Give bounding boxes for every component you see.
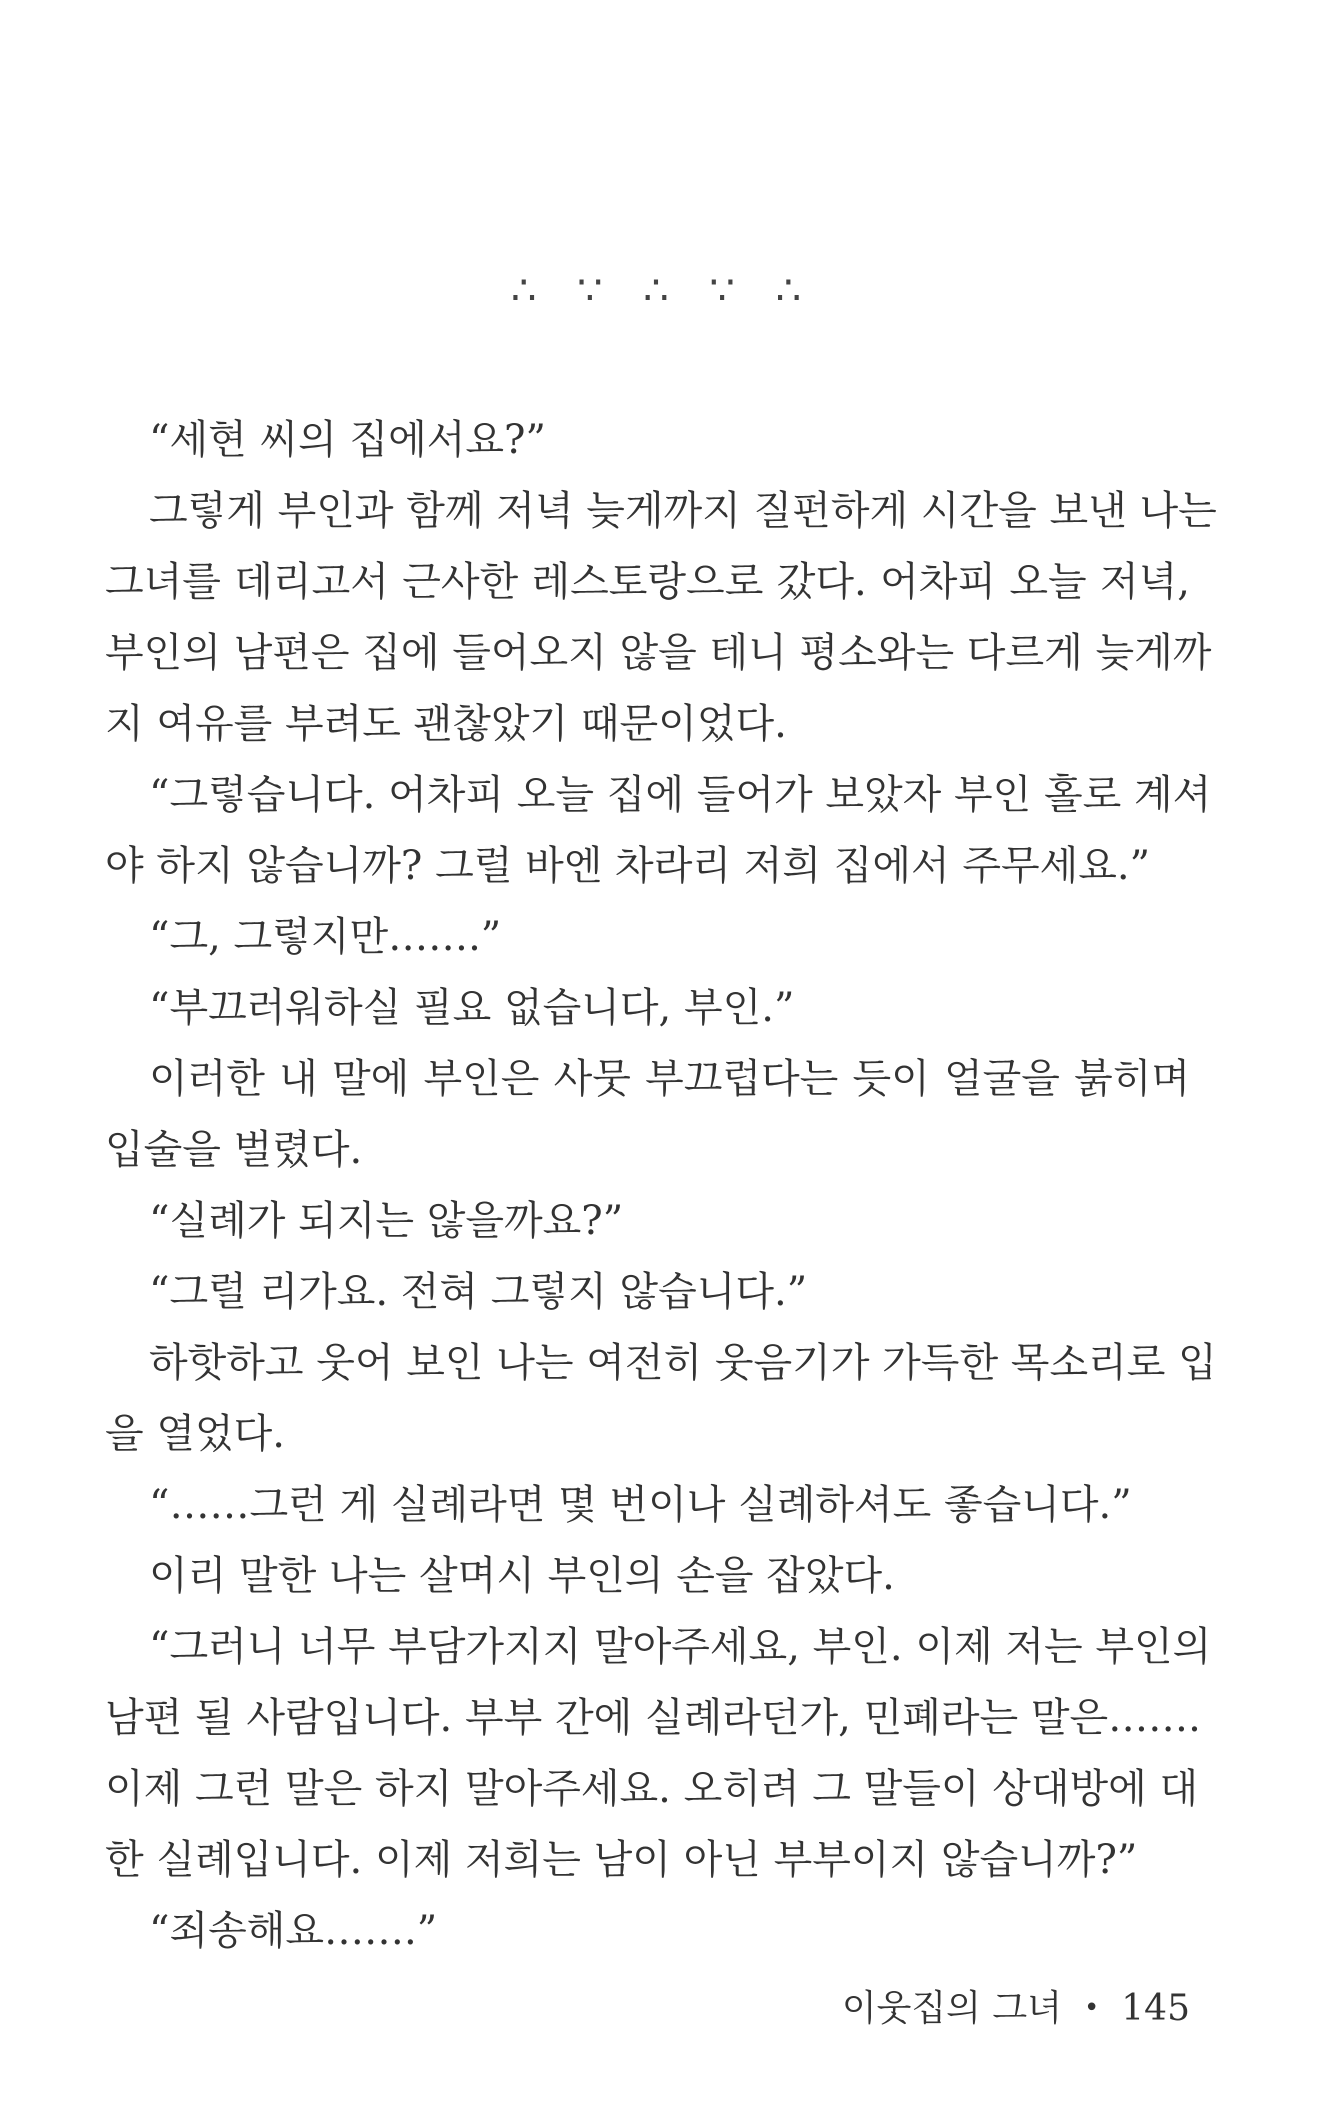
section-divider: ∴ ∵ ∴ ∵ ∴ (510, 268, 816, 314)
text-line: “그러니 너무 부담가지지 말아주세요, 부인. 이제 저는 부인의 (149, 1624, 1212, 1670)
text-line: “죄송해요…….” (149, 1908, 438, 1954)
body-text (105, 405, 1217, 1967)
text-line: 남편 될 사람입니다. 부부 간에 실례라던가, 민폐라는 말은……. (105, 1695, 1201, 1741)
text-line: “그, 그렇지만…….” (149, 914, 502, 960)
text-line: “그렇습니다. 어차피 오늘 집에 들어가 보았자 부인 홀로 계셔 (149, 772, 1212, 818)
text-line: 야 하지 않습니까? 그럴 바엔 차라리 저희 집에서 주무세요.” (105, 843, 1151, 889)
text-line: 이리 말한 나는 살며시 부인의 손을 잡았다. (149, 1553, 895, 1599)
text-line: 그렇게 부인과 함께 저녁 늦게까지 질펀하게 시간을 보낸 나는 (149, 488, 1217, 534)
text-line: 지 여유를 부려도 괜찮았기 때문이었다. (105, 701, 787, 747)
text-line: 그녀를 데리고서 근사한 레스토랑으로 갔다. 어차피 오늘 저녁, (105, 559, 1190, 605)
text-line: 부인의 남편은 집에 들어오지 않을 테니 평소와는 다르게 늦게까 (105, 630, 1212, 676)
page-number: 145 (1121, 1988, 1190, 2029)
page-footer (842, 1980, 1190, 2031)
text-line: “실례가 되지는 않을까요?” (149, 1198, 624, 1244)
book-title: 이웃집의 그녀 (841, 1988, 1062, 2029)
text-line: “그럴 리가요. 전혀 그렇지 않습니다.” (149, 1269, 808, 1315)
text-line: 이러한 내 말에 부인은 사뭇 부끄럽다는 듯이 얼굴을 붉히며 (149, 1056, 1190, 1102)
text-line: “세현 씨의 집에서요?” (149, 417, 546, 463)
text-line: 입술을 벌렸다. (105, 1127, 363, 1173)
text-line: “부끄러워하실 필요 없습니다, 부인.” (149, 985, 795, 1031)
text-line: 한 실례입니다. 이제 저희는 남이 아닌 부부이지 않습니까?” (105, 1837, 1138, 1883)
text-line: “……그런 게 실례라면 몇 번이나 실례하셔도 좋습니다.” (149, 1482, 1132, 1528)
text-line: 이제 그런 말은 하지 말아주세요. 오히려 그 말들이 상대방에 대 (105, 1766, 1199, 1812)
text-line: 을 열었다. (105, 1411, 285, 1457)
footer-bullet: • (1083, 1993, 1100, 2023)
text-line: 하핫하고 웃어 보인 나는 여전히 웃음기가 가득한 목소리로 입 (149, 1340, 1217, 1386)
